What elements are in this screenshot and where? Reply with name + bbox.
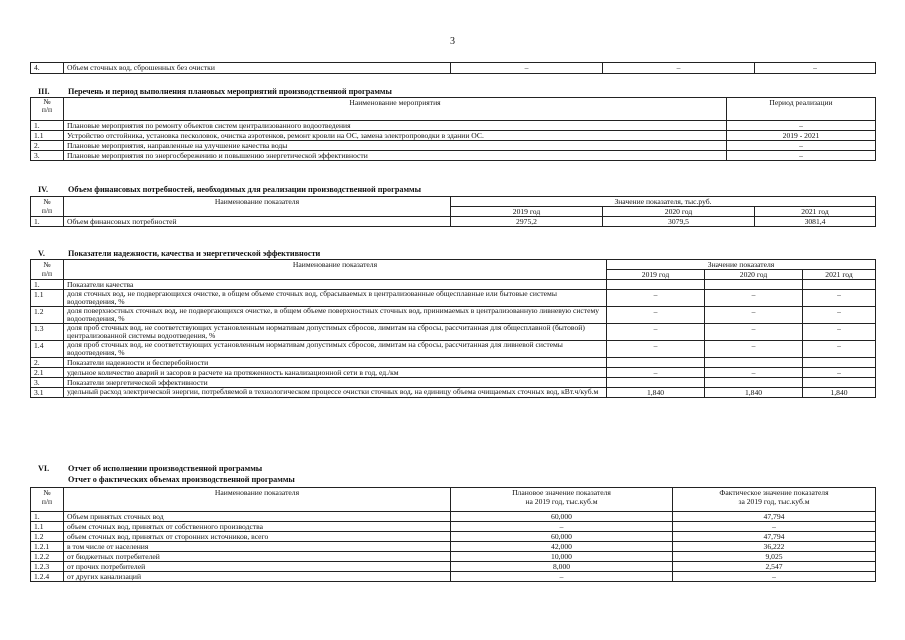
- row-number: 1.3: [31, 324, 64, 341]
- table-row: [31, 358, 876, 368]
- value-cell: –: [607, 368, 705, 378]
- row-name: Плановые мероприятия по энергосбережению и повышению энергетической эффективности: [64, 151, 727, 161]
- fact-cell: 47,794: [673, 512, 876, 522]
- header-year: 2019 год: [607, 270, 705, 280]
- row-number: 4.: [31, 63, 64, 74]
- row-name: объем сточных вод, принятых от собственного производства: [64, 522, 451, 532]
- section-4-heading: [38, 185, 421, 194]
- table-header: [31, 260, 876, 270]
- value-cell: 2975,2: [451, 217, 603, 227]
- table-row: [31, 522, 876, 532]
- value-cell: [705, 358, 803, 368]
- row-name: в том числе от населения: [64, 542, 451, 552]
- row-number: 1.1: [31, 131, 64, 141]
- row-number: 1.2: [31, 307, 64, 324]
- value-cell: 1,840: [607, 388, 705, 398]
- row-name: объем сточных вод, принятых от сторонних источников, всего: [64, 532, 451, 542]
- table-header: [31, 488, 876, 512]
- header-number: № п/п: [31, 260, 64, 280]
- header-name: Наименование показателя: [64, 197, 451, 217]
- row-number: 1.: [31, 217, 64, 227]
- value-cell: [803, 280, 876, 290]
- row-number: 3.: [31, 378, 64, 388]
- value-cell: –: [607, 290, 705, 307]
- value-cell: –: [603, 63, 755, 74]
- value-cell: –: [705, 290, 803, 307]
- value-cell: –: [803, 324, 876, 341]
- row-number: 1.: [31, 280, 64, 290]
- value-cell: [705, 378, 803, 388]
- table-row: [31, 280, 876, 290]
- section-5-table: [30, 259, 876, 398]
- plan-cell: 60,000: [451, 532, 673, 542]
- value-cell: –: [607, 341, 705, 358]
- section-title: Объем финансовых потребностей, необходимых для реализации производственной программы: [68, 185, 422, 194]
- table-row: [31, 532, 876, 542]
- plan-cell: 60,000: [451, 512, 673, 522]
- row-name: Показатели качества: [64, 280, 607, 290]
- section-number: IV.: [38, 185, 49, 194]
- row-name: Показатели надежности и бесперебойности: [64, 358, 607, 368]
- fact-cell: 9,025: [673, 552, 876, 562]
- header-name: Наименование показателя: [64, 488, 451, 512]
- row-period: –: [727, 121, 876, 131]
- row-period: –: [727, 151, 876, 161]
- row-number: 1.2.2: [31, 552, 64, 562]
- header-year: 2019 год: [451, 207, 603, 217]
- row-number: 1.2.3: [31, 562, 64, 572]
- section-title: Перечень и период выполнения плановых мероприятий производственной программы: [68, 87, 392, 96]
- row-period: –: [727, 141, 876, 151]
- row-number: 1.2.1: [31, 542, 64, 552]
- row-number: 1.1: [31, 522, 64, 532]
- header-year: 2020 год: [705, 270, 803, 280]
- header-year: 2020 год: [603, 207, 755, 217]
- table-row: [31, 542, 876, 552]
- row-name: Плановые мероприятия по ремонту объектов систем централизованного водоотведения: [64, 121, 727, 131]
- value-cell: –: [705, 324, 803, 341]
- table-row: [31, 572, 876, 582]
- fact-cell: 2,547: [673, 562, 876, 572]
- table-row: [31, 324, 876, 341]
- header-period: Период реализации: [727, 98, 876, 121]
- value-cell: –: [803, 368, 876, 378]
- section-number: VI.: [38, 464, 50, 473]
- plan-cell: –: [451, 522, 673, 532]
- header-value: Значение показателя: [607, 260, 876, 270]
- row-number: 1.2.4: [31, 572, 64, 582]
- plan-cell: –: [451, 572, 673, 582]
- table-row: [31, 151, 876, 161]
- fact-cell: –: [673, 572, 876, 582]
- row-name: удельное количество аварий и засоров в расчете на протяженность канализационной сети в год, ед./км: [64, 368, 607, 378]
- section-6-table: [30, 487, 876, 582]
- table-row: [31, 141, 876, 151]
- value-cell: 1,840: [705, 388, 803, 398]
- value-cell: 3081,4: [755, 217, 876, 227]
- row-name: удельный расход электрической энергии, потребляемой в технологическом процессе очистки сточных вод, на единицу объема очищаемых сточных вод, кВт.ч/куб.м: [64, 388, 607, 398]
- section-3-heading: [38, 87, 392, 96]
- row-period: 2019 - 2021: [727, 131, 876, 141]
- table-row: [31, 63, 876, 74]
- plan-cell: 8,000: [451, 562, 673, 572]
- section-6-subtitle: Отчет о фактических объемах производственной программы: [68, 475, 295, 484]
- row-name: Объем сточных вод, сброшенных без очистки: [64, 63, 451, 74]
- row-number: 2.1: [31, 368, 64, 378]
- row-name: от других канализаций: [64, 572, 451, 582]
- value-cell: [803, 378, 876, 388]
- section-number: V.: [38, 249, 45, 258]
- header-plan: Плановое значение показателя на 2019 год, тыс.куб.м: [451, 488, 673, 512]
- header-name: Наименование мероприятия: [64, 98, 727, 121]
- table-header: [31, 197, 876, 207]
- value-cell: [705, 280, 803, 290]
- value-cell: –: [705, 341, 803, 358]
- row-number: 1.2: [31, 532, 64, 542]
- page-number: 3: [450, 36, 455, 47]
- row-number: 2.: [31, 358, 64, 368]
- plan-cell: 42,000: [451, 542, 673, 552]
- table-row: [31, 290, 876, 307]
- section-number: III.: [38, 87, 50, 96]
- value-cell: [607, 378, 705, 388]
- table-row: [31, 307, 876, 324]
- row-name: доля проб сточных вод, не соответствующих установленным нормативам допустимых сбросов, лимитам на сбросы, рассчитанная для общесплавной (бытовой) централизованной системы водоотведения, %: [64, 324, 607, 341]
- table-header: [31, 98, 876, 121]
- value-cell: –: [607, 324, 705, 341]
- header-year: 2021 год: [803, 270, 876, 280]
- value-cell: –: [803, 290, 876, 307]
- header-year: 2021 год: [755, 207, 876, 217]
- row-name: доля сточных вод, не подвергающихся очистке, в общем объеме сточных вод, сбрасываемых в централизованные общесплавные или бытовые системы водоотведения, %: [64, 290, 607, 307]
- section-3-table: [30, 97, 876, 161]
- table-row: [31, 341, 876, 358]
- row-name: Объем финансовых потребностей: [64, 217, 451, 227]
- value-cell: [803, 358, 876, 368]
- row-number: 1.: [31, 121, 64, 131]
- row-name: Плановые мероприятия, направленные на улучшение качества воды: [64, 141, 727, 151]
- table-row: [31, 378, 876, 388]
- value-cell: –: [705, 368, 803, 378]
- plan-cell: 10,000: [451, 552, 673, 562]
- row-number: 3.: [31, 151, 64, 161]
- value-cell: –: [803, 341, 876, 358]
- value-cell: [607, 280, 705, 290]
- fact-cell: –: [673, 522, 876, 532]
- table-row: [31, 121, 876, 131]
- fact-cell: 36,222: [673, 542, 876, 552]
- table-row: [31, 552, 876, 562]
- row-number: 1.1: [31, 290, 64, 307]
- table-row: [31, 368, 876, 378]
- value-cell: [607, 358, 705, 368]
- row-name: Устройство отстойника, установка песколовок, очистка аэротенков, ремонт кровли на ОС, замена электропроводки в здании ОС.: [64, 131, 727, 141]
- value-cell: 1,840: [803, 388, 876, 398]
- fact-cell: 47,794: [673, 532, 876, 542]
- row-name: Показатели энергетической эффективности: [64, 378, 607, 388]
- value-cell: –: [755, 63, 876, 74]
- table-row: [31, 512, 876, 522]
- section-5-heading: [38, 249, 320, 258]
- row-name: доля проб сточных вод, не соответствующих установленным нормативам допустимых сбросов, лимитам на сбросы, рассчитанная для ливневой системы водоотведения, %: [64, 341, 607, 358]
- header-fact: Фактическое значение показателя за 2019 год, тыс.куб.м: [673, 488, 876, 512]
- row-name: Объем принятых сточных вод: [64, 512, 451, 522]
- row-number: 3.1: [31, 388, 64, 398]
- section-title: Показатели надежности, качества и энергетической эффективности: [68, 249, 321, 258]
- section-6-heading: [38, 464, 262, 473]
- section-4-table: [30, 196, 876, 227]
- row-name: от бюджетных потребителей: [64, 552, 451, 562]
- table-row: [31, 217, 876, 227]
- row-name: доля поверхностных сточных вод, не подвергающихся очистке, в общем объеме поверхностных сточных вод, принимаемых в централизованную ливневую систему водоотведения, %: [64, 307, 607, 324]
- value-cell: –: [705, 307, 803, 324]
- row-number: 1.4: [31, 341, 64, 358]
- table-row: [31, 562, 876, 572]
- value-cell: –: [803, 307, 876, 324]
- row-number: 1.: [31, 512, 64, 522]
- header-number: № п/п: [31, 98, 64, 121]
- row-name: от прочих потребителей: [64, 562, 451, 572]
- header-number: № п/п: [31, 488, 64, 512]
- value-cell: –: [607, 307, 705, 324]
- header-value: Значение показателя, тыс.руб.: [451, 197, 876, 207]
- section-title: Отчет об исполнении производственной программы: [68, 464, 263, 473]
- header-number: № п/п: [31, 197, 64, 217]
- table-row: [31, 131, 876, 141]
- table-row: [31, 388, 876, 398]
- top-table: [30, 62, 876, 74]
- row-number: 2.: [31, 141, 64, 151]
- header-name: Наименование показателя: [64, 260, 607, 280]
- value-cell: –: [451, 63, 603, 74]
- value-cell: 3079,5: [603, 217, 755, 227]
